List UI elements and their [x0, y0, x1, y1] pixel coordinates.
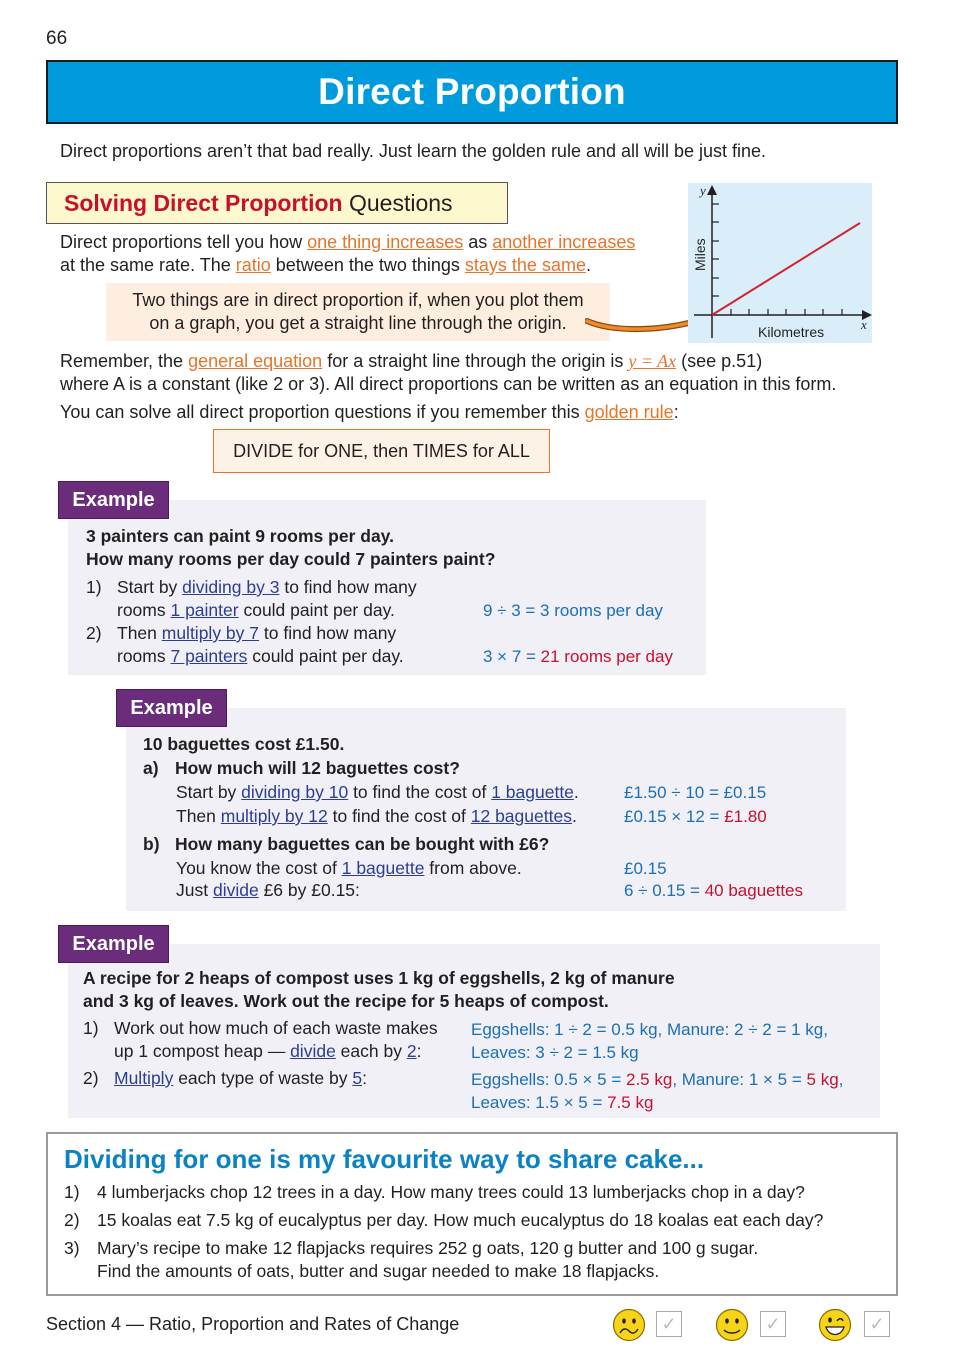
text: Direct proportions tell you how	[60, 232, 308, 252]
golden-rule-text: DIVIDE for ONE, then TIMES for ALL	[233, 440, 530, 461]
keyword-link[interactable]: 7 painters	[170, 646, 248, 666]
answer-result: £1.80	[724, 807, 767, 826]
text: Remember, the	[60, 351, 189, 371]
keyword-link[interactable]: multiply by 7	[161, 623, 260, 643]
text: :	[416, 1041, 422, 1061]
keyword-link[interactable]: another increases	[492, 232, 636, 252]
answer	[624, 805, 767, 828]
keyword-link[interactable]: ratio	[235, 255, 271, 275]
text: You know the cost of	[176, 858, 342, 878]
note-line: on a graph, you get a straight line through the origin.	[149, 313, 567, 333]
general-equation-paragraph	[60, 350, 880, 424]
text: :	[673, 402, 679, 422]
section-heading-plain: Questions	[348, 189, 453, 216]
step-number: 1)	[83, 1018, 99, 1038]
question-text: 15 koalas eat 7.5 kg of eucalyptus per day. How much eucalyptus do 18 koalas eat each day?	[97, 1210, 824, 1230]
keyword-link[interactable]: 1 painter	[170, 600, 239, 620]
keyword-link[interactable]: 5	[352, 1068, 363, 1088]
question-number: 3)	[64, 1238, 80, 1258]
text: each by	[335, 1041, 407, 1061]
x-axis-title: Kilometres	[758, 324, 825, 340]
direct-proportion-graph	[688, 183, 872, 343]
text: rooms	[117, 646, 171, 666]
answer: Leaves: 3 ÷ 2 = 1.5 kg	[471, 1043, 639, 1062]
section-heading	[46, 182, 508, 224]
confident-face-icon[interactable]	[818, 1308, 852, 1342]
answer-working: Leaves: 1.5 × 5 =	[471, 1093, 608, 1112]
text: for a straight line through the origin is	[322, 351, 629, 371]
answer: 9 ÷ 3 = 3 rooms per day	[483, 601, 663, 620]
note-line: Two things are in direct proportion if, when you plot them	[132, 290, 584, 310]
y-axis-letter: y	[700, 183, 706, 198]
part-question: How many baguettes can be bought with £6?	[175, 834, 550, 854]
example-tag: Example	[116, 689, 227, 727]
keyword-link[interactable]: 2	[406, 1041, 417, 1061]
question-text: Mary’s recipe to make 12 flapjacks requires 252 g oats, 120 g butter and 100 g sugar.	[97, 1238, 759, 1258]
golden-rule-box	[213, 429, 550, 473]
question-number: 1)	[64, 1182, 80, 1202]
example-tag: Example	[58, 925, 169, 963]
answer-working: , Manure: 1 × 5 =	[672, 1070, 807, 1089]
answer: £0.15	[624, 859, 667, 878]
tick-box-ok[interactable]: ✓	[760, 1311, 786, 1337]
example-step	[86, 622, 706, 668]
self-rating-bar	[612, 1308, 902, 1344]
example-baguettes-content	[143, 733, 843, 903]
answer: Eggshells: 1 ÷ 2 = 0.5 kg, Manure: 2 ÷ 2 = 1 kg,	[471, 1020, 828, 1039]
practice-questions-title: Dividing for one is my favourite way to share cake...	[64, 1144, 705, 1174]
keyword-link[interactable]: stays the same	[464, 255, 586, 275]
answer-result: 40 baguettes	[704, 881, 804, 900]
text: Then	[176, 806, 221, 826]
text: You can solve all direct proportion questions if you remember this	[60, 402, 585, 422]
tick-box-unsure[interactable]: ✓	[656, 1311, 682, 1337]
practice-question	[64, 1181, 894, 1209]
text: .	[571, 806, 577, 826]
page-title-bar	[46, 60, 898, 124]
keyword-link[interactable]: multiply by 12	[220, 806, 328, 826]
text: from above.	[424, 858, 522, 878]
text: where A is a constant (like 2 or 3). All direct proportions can be written as an equation in this form.	[60, 374, 837, 394]
practice-questions-box	[46, 1132, 898, 1296]
keyword-link[interactable]: Multiply	[114, 1068, 174, 1088]
answer	[624, 879, 803, 902]
text: rooms	[117, 600, 171, 620]
question-text: 4 lumberjacks chop 12 trees in a day. How many trees could 13 lumberjacks chop in a day?	[97, 1182, 805, 1202]
example-tag: Example	[58, 481, 169, 519]
keyword-link[interactable]: one thing increases	[307, 232, 464, 252]
explanation-paragraph	[60, 231, 680, 277]
x-axis-letter: x	[861, 317, 867, 332]
page-title: Direct Proportion	[318, 71, 626, 112]
example-question: and 3 kg of leaves. Work out the recipe for 5 heaps of compost.	[83, 991, 609, 1011]
text: .	[585, 255, 591, 275]
y-axis-title: Miles	[692, 238, 708, 271]
step-number: 2)	[86, 623, 102, 643]
example-painters-content	[86, 525, 706, 668]
text: at the same rate. The	[60, 255, 236, 275]
text: Start by	[176, 782, 242, 802]
example-step	[86, 576, 706, 622]
answer-result: 7.5 kg	[607, 1093, 654, 1112]
keyword-link[interactable]: dividing by 10	[241, 782, 349, 802]
section-heading-bold: Solving Direct Proportion	[64, 189, 343, 216]
keyword-link[interactable]: 1 baguette	[341, 858, 425, 878]
answer-working: 6 ÷ 0.15 =	[624, 881, 705, 900]
text: could paint per day.	[238, 600, 395, 620]
practice-question	[64, 1237, 894, 1285]
intro-text: Direct proportions aren’t that bad really. Just learn the golden rule and all will be just fine.	[60, 141, 767, 161]
step-number: 2)	[83, 1068, 99, 1088]
text: Work out how much of each waste makes	[114, 1018, 438, 1038]
page-number: 66	[46, 28, 68, 49]
part-question: How much will 12 baguettes cost?	[175, 758, 460, 778]
keyword-link[interactable]: 12 baguettes	[470, 806, 572, 826]
answer: £1.50 ÷ 10 = £0.15	[624, 783, 767, 802]
keyword-link[interactable]: general equation	[188, 351, 323, 371]
text: each type of waste by	[173, 1068, 353, 1088]
answer-result: 21 rooms per day	[540, 647, 673, 666]
text: ,	[838, 1070, 844, 1089]
example-question: 3 painters can paint 9 rooms per day.	[86, 526, 394, 546]
text: to find how many	[259, 623, 397, 643]
text: Then	[117, 623, 162, 643]
text: to find how many	[279, 577, 417, 597]
text: to find the cost of	[348, 782, 492, 802]
text: Start by	[117, 577, 183, 597]
step-number: 1)	[86, 577, 102, 597]
ok-face-icon[interactable]	[715, 1308, 749, 1342]
part-label: a)	[143, 758, 159, 778]
text: :	[362, 1068, 367, 1088]
text: to find the cost of	[327, 806, 471, 826]
part-label: b)	[143, 834, 160, 854]
example-question: 10 baguettes cost £1.50.	[143, 734, 345, 754]
answer-working: Eggshells: 0.5 × 5 =	[471, 1070, 626, 1089]
keyword-link[interactable]: dividing by 3	[182, 577, 280, 597]
direct-proportion-note	[106, 283, 610, 341]
example-compost-content	[83, 967, 878, 1115]
tick-box-confident[interactable]: ✓	[864, 1311, 890, 1337]
text: £6 by £0.15:	[258, 880, 360, 900]
text: could paint per day.	[247, 646, 404, 666]
answer-result: 2.5 kg	[626, 1070, 673, 1089]
keyword-link[interactable]: golden rule	[584, 402, 674, 422]
answer	[483, 645, 673, 668]
text: .	[573, 782, 579, 802]
equation-link[interactable]: y = Ax	[628, 351, 677, 371]
footer-section-label: Section 4 — Ratio, Proportion and Rates of Change	[46, 1314, 460, 1334]
keyword-link[interactable]: divide	[212, 880, 259, 900]
question-text: Find the amounts of oats, butter and sugar needed to make 18 flapjacks.	[97, 1261, 660, 1281]
text: between the two things	[270, 255, 465, 275]
keyword-link[interactable]: divide	[290, 1041, 336, 1061]
example-question: How many rooms per day could 7 painters paint?	[86, 549, 496, 569]
question-number: 2)	[64, 1210, 80, 1230]
keyword-link[interactable]: 1 baguette	[491, 782, 574, 802]
text: (see p.51)	[676, 351, 763, 371]
answer-result: 5 kg	[806, 1070, 839, 1089]
example-question: A recipe for 2 heaps of compost uses 1 kg of eggshells, 2 kg of manure	[83, 968, 675, 988]
answer-working: £0.15 × 12 =	[624, 807, 725, 826]
unsure-face-icon[interactable]	[612, 1308, 646, 1342]
text: Just	[176, 880, 213, 900]
answer-working: 3 × 7 =	[483, 647, 541, 666]
text: up 1 compost heap —	[114, 1041, 291, 1061]
practice-question	[64, 1209, 894, 1237]
text: as	[463, 232, 493, 252]
